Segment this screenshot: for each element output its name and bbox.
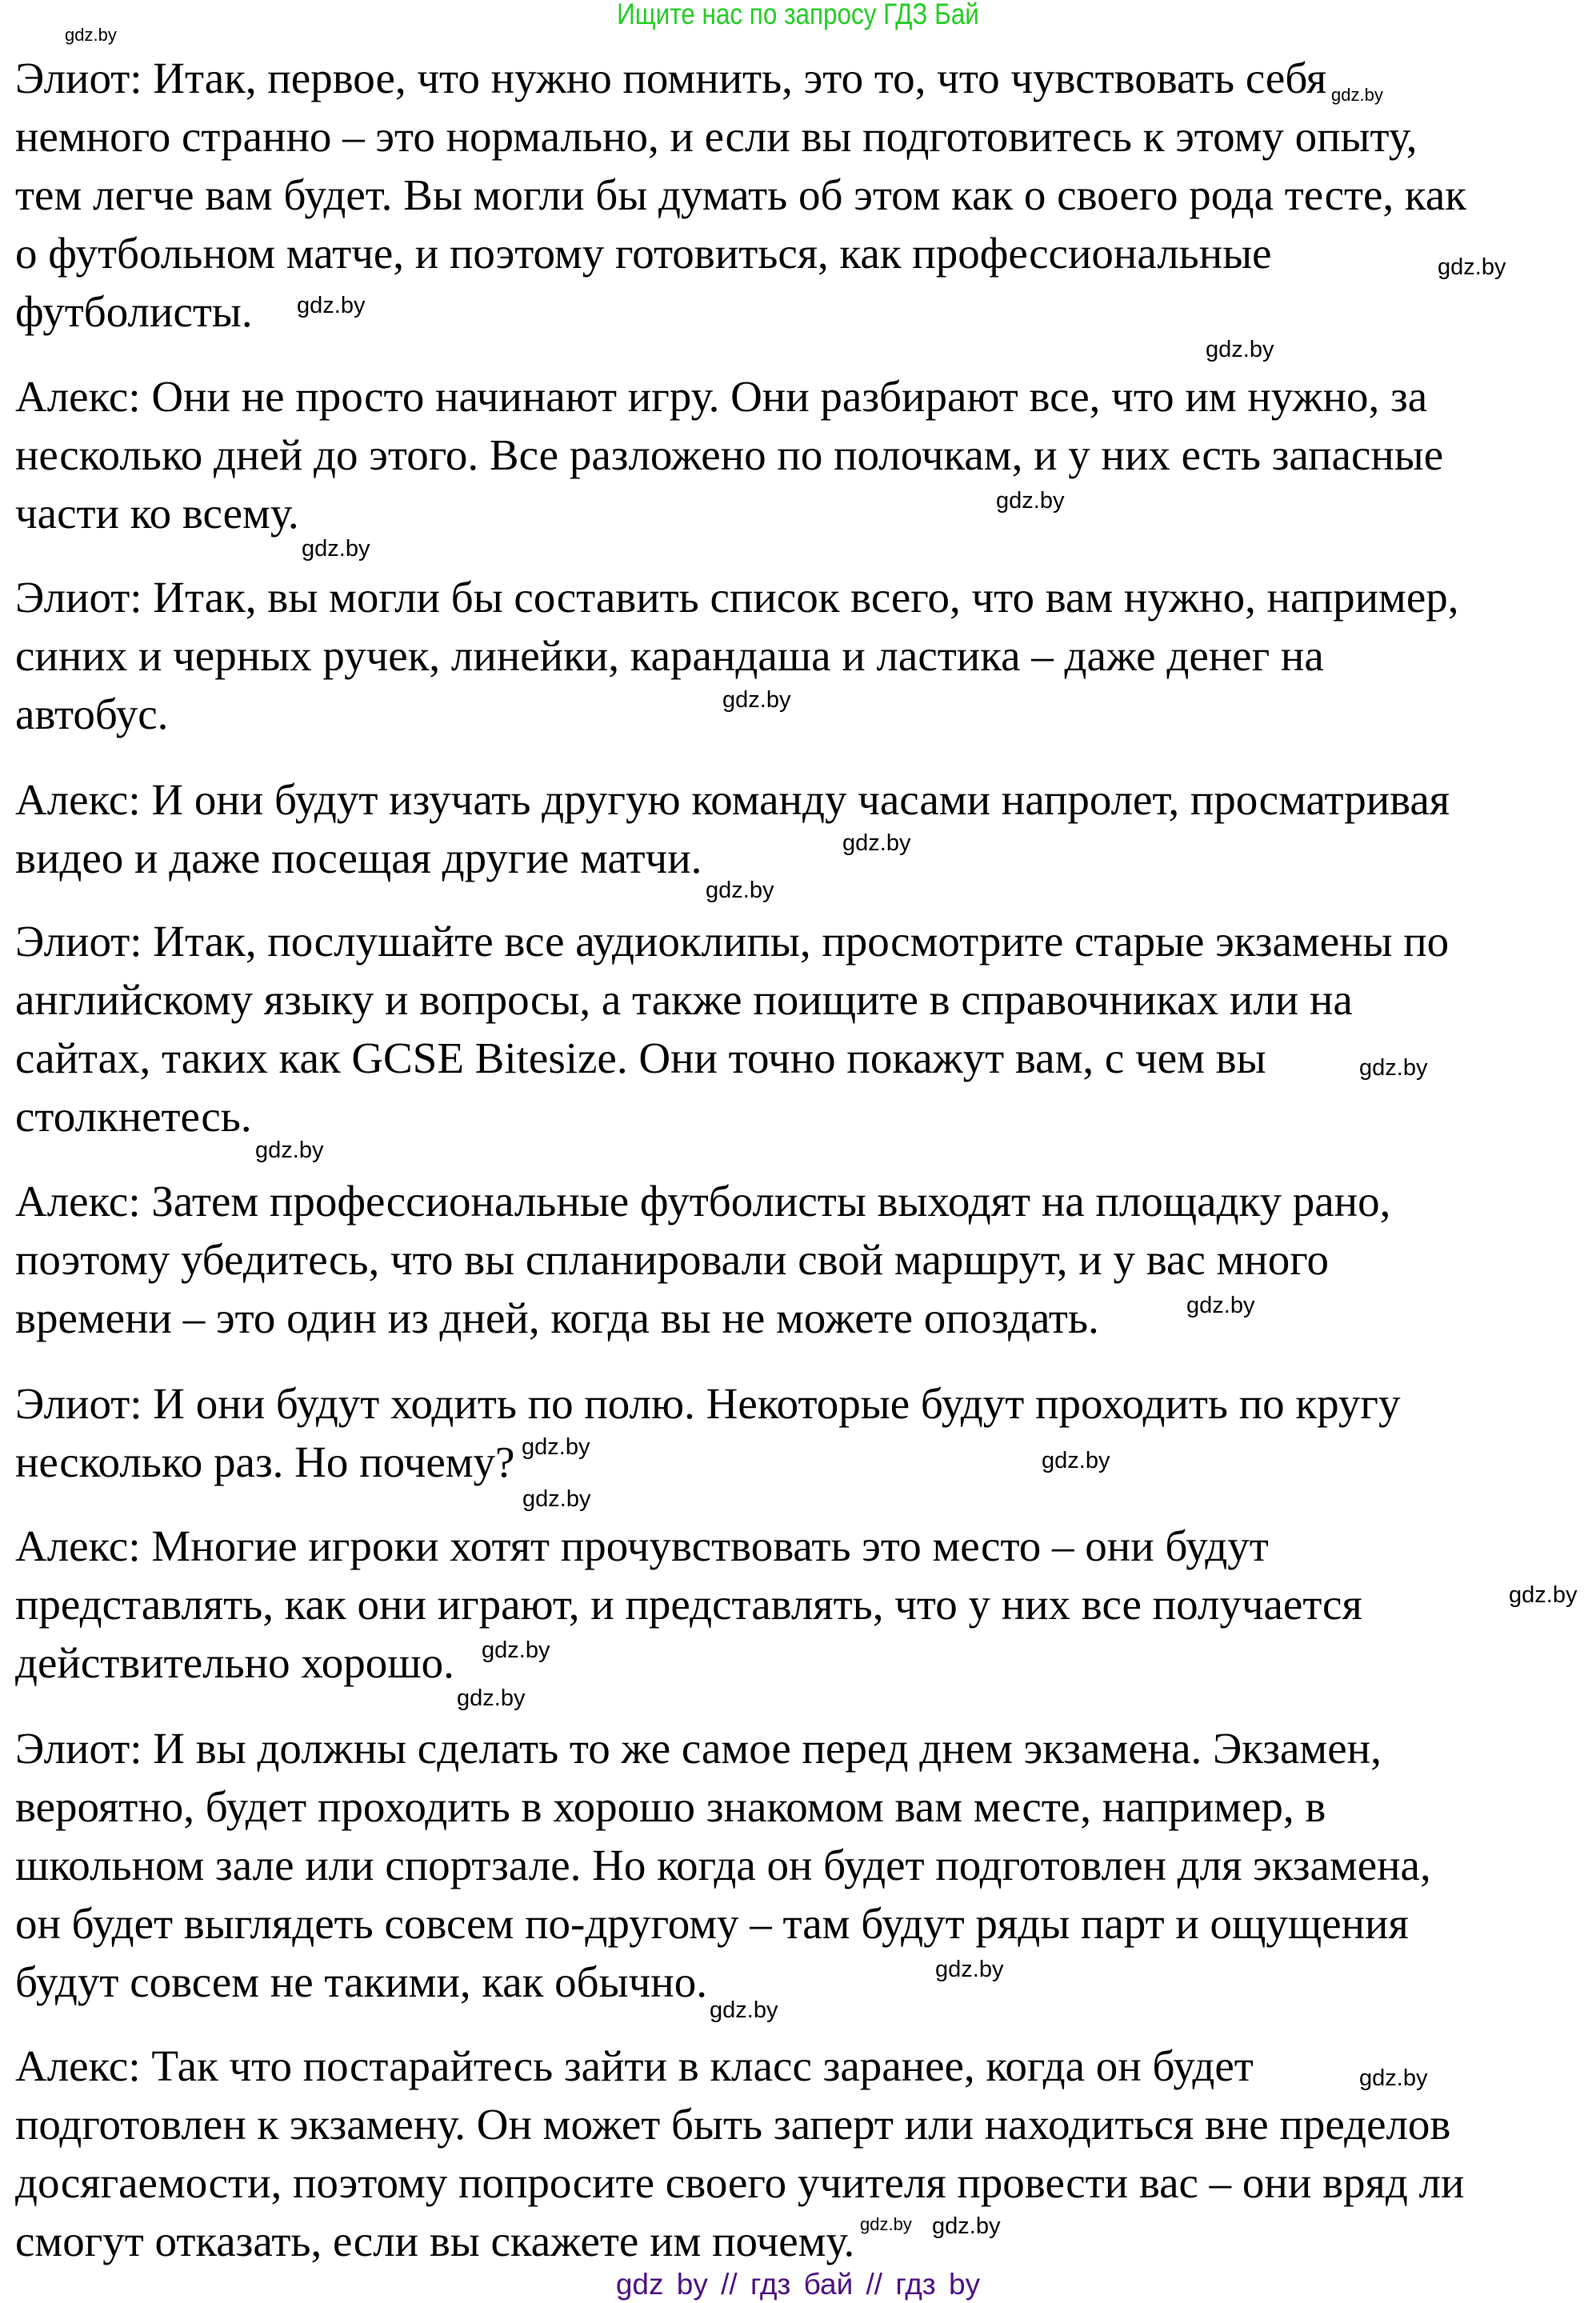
text-line: Алекс: И они будут изучать другую команду часами напролет, просматривая <box>15 775 1450 824</box>
watermark-text: gdz.by <box>255 1138 324 1163</box>
dialogue-paragraph <box>15 49 1466 341</box>
watermark-text: gdz.by <box>297 293 366 318</box>
watermark-text: gdz.by <box>522 1434 590 1460</box>
text-line: досягаемости, поэтому попросите своего учителя провести вас – они вряд ли <box>15 2158 1465 2207</box>
footer-links[interactable]: gdz by // гдз бай // гдз by <box>615 2268 981 2301</box>
watermark-text: gdz.by <box>1206 337 1274 362</box>
watermark-text: gdz.by <box>1509 1582 1578 1608</box>
watermark-text: gdz.by <box>1438 254 1506 280</box>
text-line: Алекс: Они не просто начинают игру. Они разбирают все, что им нужно, за <box>15 372 1428 421</box>
text-line: времени – это один из дней, когда вы не можете опоздать. <box>15 1293 1099 1342</box>
text-line: он будет выглядеть совсем по-другому – там будут ряды парт и ощущения <box>15 1899 1409 1948</box>
dialogue-paragraph <box>15 1172 1390 1347</box>
dialogue-paragraph <box>15 770 1450 887</box>
text-line: Алекс: Так что постарайтесь зайти в класс заранее, когда он будет <box>15 2041 1254 2090</box>
text-line: Элиот: Итак, вы могли бы составить список всего, что вам нужно, например, <box>15 573 1459 622</box>
text-line: представлять, как они играют, и представлять, что у них все получается <box>15 1580 1362 1629</box>
watermark-text: gdz.by <box>522 1486 591 1512</box>
dialogue-paragraph <box>15 912 1449 1146</box>
watermark-text: gdz.by <box>65 25 117 45</box>
watermark-text: gdz.by <box>302 536 370 562</box>
watermark-text: gdz.by <box>482 1637 550 1663</box>
text-line: поэтому убедитесь, что вы спланировали свой маршрут, и у вас много <box>15 1235 1329 1284</box>
watermark-text: gdz.by <box>1186 1293 1255 1318</box>
dialogue-paragraph <box>15 1517 1362 1692</box>
dialogue-paragraph <box>15 367 1443 542</box>
watermark-text: gdz.by <box>932 2213 1001 2239</box>
text-line: Элиот: Итак, первое, что нужно помнить, это то, что чувствовать себя <box>15 54 1327 102</box>
text-line: действительно хорошо. <box>15 1638 454 1687</box>
watermark-text: gdz.by <box>1331 85 1383 105</box>
dialogue-paragraph <box>15 1719 1431 2011</box>
text-line: Элиот: И они будут ходить по полю. Некоторые будут проходить по кругу <box>15 1379 1401 1428</box>
text-line: школьном зале или спортзале. Но когда он будет подготовлен для экзамена, <box>15 1841 1431 1889</box>
watermark-text: gdz.by <box>706 878 774 903</box>
watermark-text: gdz.by <box>996 488 1065 514</box>
watermark-text: gdz.by <box>722 687 791 713</box>
watermark-text: gdz.by <box>710 1997 778 2023</box>
text-line: сайтах, таких как GCSE Bitesize. Они точно покажут вам, с чем вы <box>15 1034 1266 1082</box>
text-line: автобус. <box>15 690 169 738</box>
watermark-text: gdz.by <box>860 2214 912 2234</box>
dialogue-paragraph <box>15 1374 1400 1491</box>
text-line: Алекс: Многие игроки хотят прочувствовать это место – они будут <box>15 1521 1269 1570</box>
text-line: видео и даже посещая другие матчи. <box>15 834 702 882</box>
watermark-text: gdz.by <box>457 1685 526 1711</box>
text-line: синих и черных ручек, линейки, карандаша и ластика – даже денег на <box>15 631 1324 680</box>
text-line: подготовлен к экзамену. Он может быть заперт или находиться вне пределов <box>15 2100 1451 2149</box>
text-line: несколько раз. Но почему? <box>15 1437 515 1486</box>
watermark-text: gdz.by <box>842 830 911 856</box>
text-line: тем легче вам будет. Вы могли бы думать об этом как о своего рода тесте, как <box>15 170 1466 219</box>
text-line: части ко всему. <box>15 489 299 538</box>
text-line: смогут отказать, если вы скажете им почему. <box>15 2217 855 2265</box>
watermark-text: gdz.by <box>1359 2065 1428 2091</box>
text-line: английскому языку и вопросы, а также поищите в справочниках или на <box>15 975 1353 1024</box>
dialogue-paragraph <box>15 568 1459 743</box>
text-line: о футбольном матче, и поэтому готовиться, как профессиональные <box>15 229 1272 278</box>
watermark-text: gdz.by <box>1042 1448 1110 1473</box>
watermark-text: gdz.by <box>1359 1055 1428 1081</box>
dialogue-paragraph <box>15 2037 1464 2270</box>
text-line: столкнетесь. <box>15 1092 252 1141</box>
text-line: вероятно, будет проходить в хорошо знакомом вам месте, например, в <box>15 1782 1326 1831</box>
text-line: Элиот: Итак, послушайте все аудиоклипы, просмотрите старые экзамены по <box>15 917 1450 966</box>
text-line: футболисты. <box>15 287 253 336</box>
text-line: будут совсем не такими, как обычно. <box>15 1957 707 2006</box>
text-line: Элиот: И вы должны сделать то же самое перед днем экзамена. Экзамен, <box>15 1724 1382 1773</box>
text-line: немного странно – это нормально, и если вы подготовитесь к этому опыту, <box>15 112 1418 161</box>
watermark-text: gdz.by <box>935 1957 1004 1982</box>
text-line: несколько дней до этого. Все разложено по полочкам, и у них есть запасные <box>15 430 1444 479</box>
search-hint-banner: Ищите нас по запросу ГДЗ Бай <box>617 0 979 30</box>
text-line: Алекс: Затем профессиональные футболисты выходят на площадку рано, <box>15 1177 1391 1225</box>
